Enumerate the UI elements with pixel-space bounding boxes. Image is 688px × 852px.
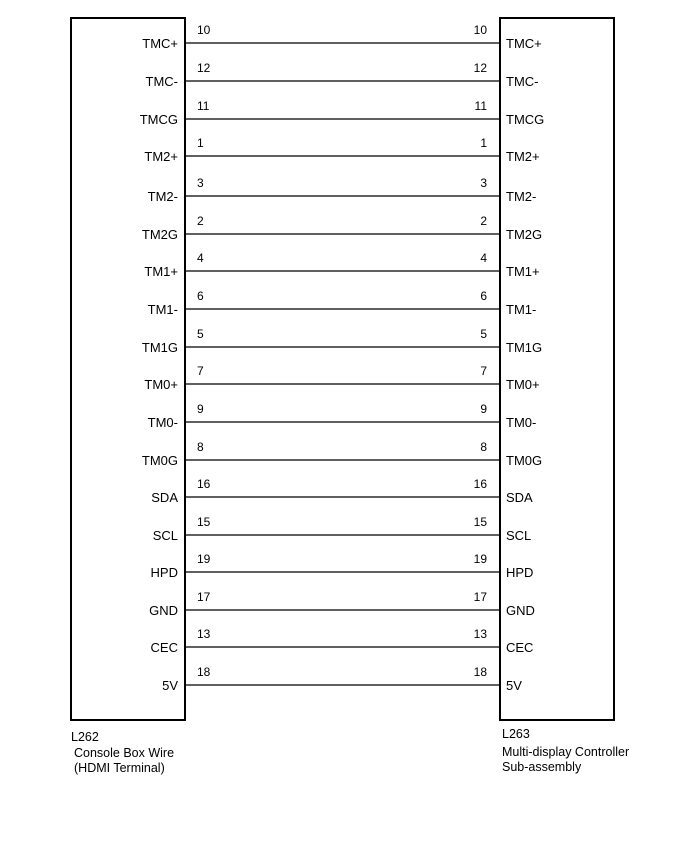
left-pin-number: 3 (197, 176, 204, 190)
left-signal-label: TM1- (147, 302, 178, 317)
right-signal-label: TM0- (506, 415, 537, 430)
left-signal-label: CEC (150, 640, 178, 655)
right-pin-number: 18 (473, 665, 487, 679)
right-pin-number: 7 (480, 364, 487, 378)
right-signal-label: TM0+ (506, 377, 540, 392)
right-signal-label: TM0G (506, 453, 543, 468)
wire-group (140, 23, 545, 693)
right-signal-label: SDA (506, 490, 533, 505)
right-signal-label: GND (506, 603, 535, 618)
right-pin-number: 2 (480, 214, 487, 228)
right-connector-code: L263 (502, 727, 530, 741)
left-signal-label: TMCG (139, 112, 178, 127)
left-signal-label: TMC- (145, 74, 178, 89)
right-pin-number: 11 (474, 99, 487, 113)
right-pin-number: 3 (480, 176, 487, 190)
right-pin-number: 16 (473, 477, 487, 491)
left-signal-label: TM2- (147, 189, 178, 204)
left-pin-number: 10 (197, 23, 211, 37)
left-pin-number: 11 (197, 99, 210, 113)
left-pin-number: 9 (197, 402, 204, 416)
right-signal-label: SCL (506, 528, 532, 543)
left-signal-label: TM1G (141, 340, 178, 355)
right-signal-label: TM2- (506, 189, 537, 204)
left-signal-label: TMC+ (142, 36, 178, 51)
left-signal-label: HPD (150, 565, 178, 580)
left-pin-number: 18 (197, 665, 211, 679)
right-pin-number: 8 (480, 440, 487, 454)
right-connector-name-line-1: Multi-display Controller (502, 745, 630, 759)
right-pin-number: 6 (480, 289, 487, 303)
left-connector-name-line-1: Console Box Wire (74, 746, 175, 760)
left-pin-number: 2 (197, 214, 204, 228)
right-pin-number: 10 (473, 23, 487, 37)
right-signal-label: TM2+ (506, 149, 540, 164)
right-pin-number: 9 (480, 402, 487, 416)
right-signal-label: 5V (506, 678, 522, 693)
right-signal-label: TM2G (506, 227, 543, 242)
right-pin-number: 17 (473, 590, 487, 604)
left-signal-label: GND (149, 603, 178, 618)
right-pin-number: 15 (473, 515, 487, 529)
left-signal-label: SCL (152, 528, 178, 543)
left-pin-number: 13 (197, 627, 211, 641)
left-pin-number: 8 (197, 440, 204, 454)
left-pin-number: 6 (197, 289, 204, 303)
left-connector-code: L262 (71, 730, 99, 744)
left-pin-number: 1 (197, 136, 204, 150)
right-pin-number: 5 (480, 327, 487, 341)
right-connector-name-line-2: Sub-assembly (502, 760, 582, 774)
left-pin-number: 19 (197, 552, 211, 566)
left-pin-number: 7 (197, 364, 204, 378)
right-signal-label: TMCG (506, 112, 545, 127)
right-signal-label: TM1- (506, 302, 537, 317)
left-connector-name-line-2: (HDMI Terminal) (74, 761, 165, 775)
left-pin-number: 15 (197, 515, 211, 529)
right-signal-label: TMC+ (506, 36, 542, 51)
left-pin-number: 12 (197, 61, 211, 75)
left-pin-number: 5 (197, 327, 204, 341)
right-signal-label: TM1G (506, 340, 543, 355)
right-pin-number: 1 (480, 136, 487, 150)
right-pin-number: 19 (473, 552, 487, 566)
right-signal-label: TM1+ (506, 264, 540, 279)
left-signal-label: TM0+ (144, 377, 178, 392)
left-signal-label: TM0G (141, 453, 178, 468)
right-signal-label: HPD (506, 565, 534, 580)
right-pin-number: 13 (473, 627, 487, 641)
left-signal-label: 5V (162, 678, 178, 693)
right-pin-number: 12 (473, 61, 487, 75)
right-signal-label: TMC- (506, 74, 539, 89)
left-pin-number: 16 (197, 477, 211, 491)
left-signal-label: TM0- (147, 415, 178, 430)
left-pin-number: 4 (197, 251, 204, 265)
left-signal-label: TM2G (141, 227, 178, 242)
right-signal-label: CEC (506, 640, 534, 655)
left-signal-label: TM2+ (144, 149, 178, 164)
left-pin-number: 17 (197, 590, 211, 604)
left-signal-label: TM1+ (144, 264, 178, 279)
right-pin-number: 4 (480, 251, 487, 265)
left-signal-label: SDA (151, 490, 178, 505)
